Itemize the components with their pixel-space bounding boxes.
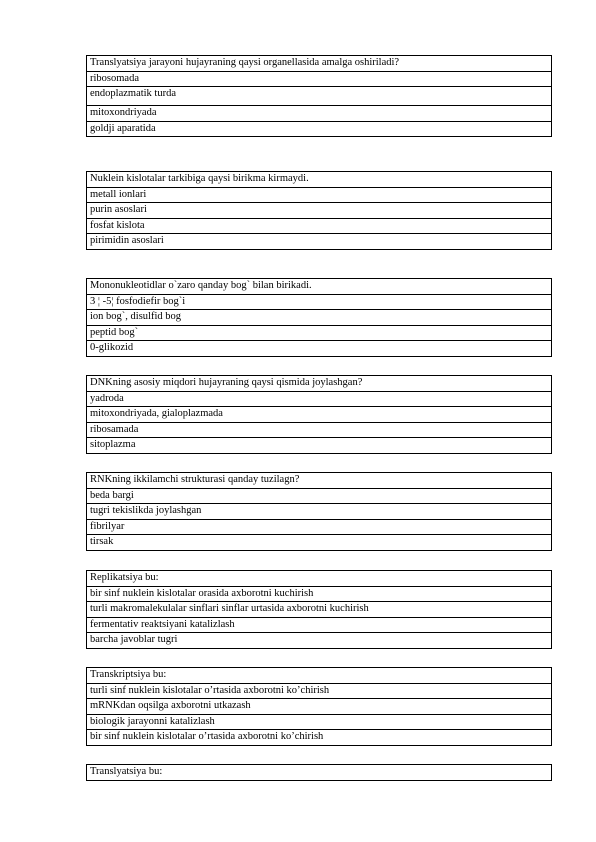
question-block-5 — [86, 472, 552, 551]
question-text: Nuklein kislotalar tarkibiga qaysi birikma kirmaydi. — [87, 172, 552, 188]
question-block-7 — [86, 667, 552, 746]
answer-option: mRNKdan oqsilga axborotni utkazash — [87, 699, 552, 715]
answer-option: yadroda — [87, 391, 552, 407]
answer-option: ribosamada — [87, 422, 552, 438]
answer-option: fibrilyar — [87, 519, 552, 535]
answer-option: endoplazmatik turda — [87, 87, 552, 106]
answer-option: ribosomada — [87, 71, 552, 87]
answer-option: fosfat kislota — [87, 218, 552, 234]
question-block-8 — [86, 764, 552, 781]
answer-option: turli makromalekulalar sinflari sinflar urtasida axborotni kuchirish — [87, 602, 552, 618]
question-block-2 — [86, 171, 552, 250]
answer-option: ion bog`, disulfid bog — [87, 310, 552, 326]
question-block-6 — [86, 570, 552, 649]
question-text: Transkriptsiya bu: — [87, 668, 552, 684]
answer-option: pirimidin asoslari — [87, 234, 552, 250]
answer-option: beda bargi — [87, 488, 552, 504]
answer-option: mitoxondriyada — [87, 106, 552, 122]
answer-option: 0-glikozid — [87, 341, 552, 357]
answer-option: fermentativ reaktsiyani katalizlash — [87, 617, 552, 633]
answer-option: barcha javoblar tugri — [87, 633, 552, 649]
answer-option: peptid bog` — [87, 325, 552, 341]
answer-option: turli sinf nuklein kislotalar o’rtasida axborotni ko’chirish — [87, 683, 552, 699]
answer-option: tirsak — [87, 535, 552, 551]
question-block-1 — [86, 55, 552, 137]
answer-option: biologik jarayonni katalizlash — [87, 714, 552, 730]
answer-option: bir sinf nuklein kislotalar orasida axborotni kuchirish — [87, 586, 552, 602]
answer-option: goldji aparatida — [87, 121, 552, 137]
answer-option: bir sinf nuklein kislotalar o’rtasida axborotni ko’chirish — [87, 730, 552, 746]
question-text: RNKning ikkilamchi strukturasi qanday tuzilagn? — [87, 473, 552, 489]
question-text: Translyatsiya bu: — [87, 765, 552, 781]
answer-option: mitoxondriyada, gialoplazmada — [87, 407, 552, 423]
question-text: Replikatsiya bu: — [87, 571, 552, 587]
question-block-3 — [86, 278, 552, 357]
answer-option: sitoplazma — [87, 438, 552, 454]
question-text: DNKning asosiy miqdori hujayraning qaysi qismida joylashgan? — [87, 376, 552, 392]
answer-option: purin asoslari — [87, 203, 552, 219]
answer-option: metall ionlari — [87, 187, 552, 203]
answer-option: tugri tekislikda joylashgan — [87, 504, 552, 520]
question-block-4 — [86, 375, 552, 454]
question-text: Translyatsiya jarayoni hujayraning qaysi organellasida amalga oshiriladi? — [87, 56, 552, 72]
question-text: Mononukleotidlar o`zaro qanday bog` bilan birikadi. — [87, 279, 552, 295]
answer-option: 3 ¦ -5¦ fosfodiefir bog`i — [87, 294, 552, 310]
